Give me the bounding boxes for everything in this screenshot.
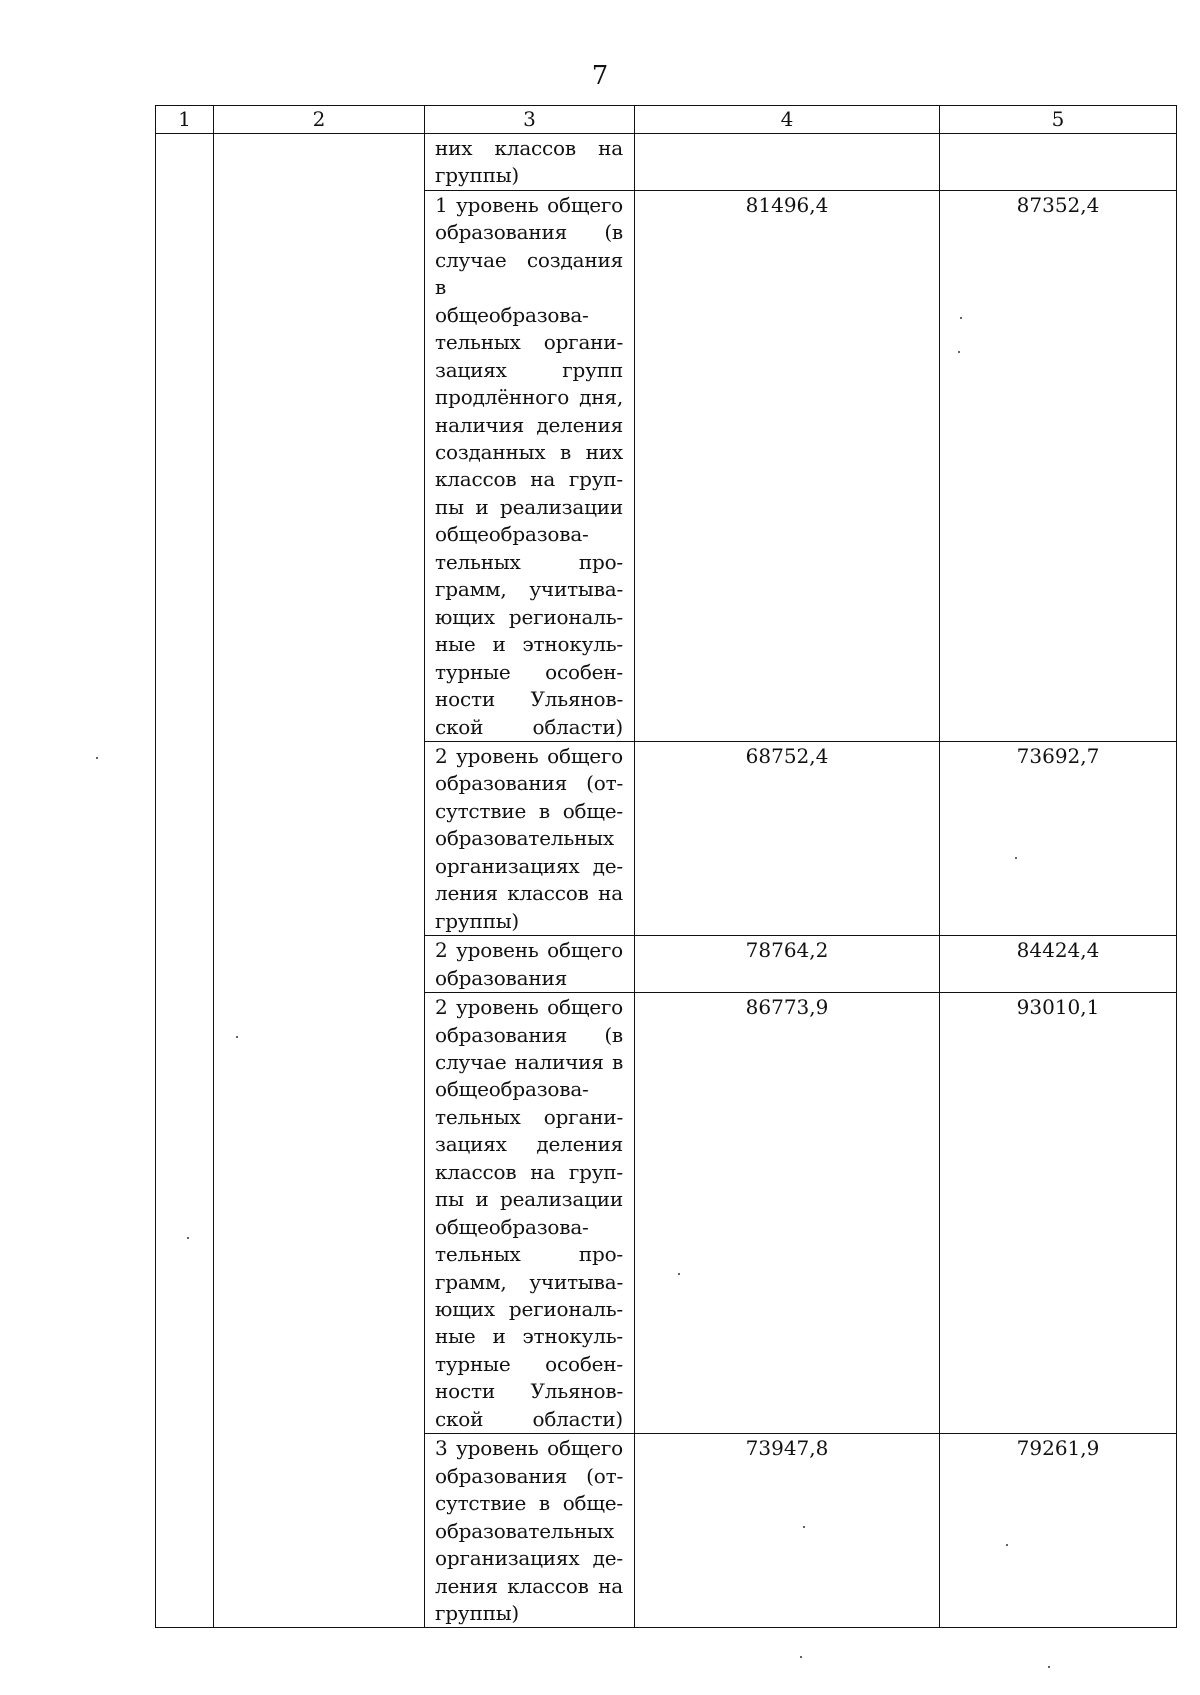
cell-value-col4 <box>635 134 940 191</box>
description-line: организациях де- <box>435 853 623 878</box>
description-line: сутствие в обще- <box>435 798 623 823</box>
table-header-row <box>156 106 1177 134</box>
description-line: общеобразова- <box>435 1077 589 1102</box>
description-line: общеобразова- <box>435 302 589 327</box>
description-line: турные особен- <box>435 659 623 684</box>
description-line: грамм, учитыва- <box>435 577 623 602</box>
cell-value-col4: 73947,8 <box>635 1434 940 1628</box>
description-line: случае наличия в <box>435 1049 623 1074</box>
description-line: образовательных <box>435 826 614 851</box>
description-line: организациях де- <box>435 1546 623 1571</box>
description-line: группы) <box>435 1601 520 1626</box>
scan-speck <box>1048 1666 1050 1668</box>
cell-value-col5: 79261,9 <box>940 1434 1177 1628</box>
description-line: образования (от- <box>435 1463 623 1488</box>
cell-value-col5: 73692,7 <box>940 741 1177 935</box>
cell-col2 <box>214 134 425 1628</box>
scan-speck <box>960 317 962 319</box>
description-line: классов на груп- <box>435 467 623 492</box>
cell-value-col5: 84424,4 <box>940 936 1177 993</box>
cell-value-col4: 81496,4 <box>635 190 940 741</box>
description-line: классов на груп- <box>435 1159 623 1184</box>
description-line: ные и этнокуль- <box>435 632 623 657</box>
description-line: тельных органи- <box>435 1104 623 1129</box>
cell-value-col5: 93010,1 <box>940 993 1177 1434</box>
description-line: тельных про- <box>435 1242 623 1267</box>
data-table <box>155 105 1177 1628</box>
cell-description <box>425 190 635 741</box>
cell-value-col5 <box>940 134 1177 191</box>
scan-speck <box>803 1526 805 1528</box>
description-line: ности Ульянов- <box>435 687 623 712</box>
description-line: ющих региональ- <box>435 604 623 629</box>
column-header-3: 3 <box>425 106 635 134</box>
scan-speck <box>187 1237 189 1239</box>
column-header-2: 2 <box>214 106 425 134</box>
cell-value-col5: 87352,4 <box>940 190 1177 741</box>
description-line: 2 уровень общего <box>435 995 623 1020</box>
cell-description <box>425 936 635 993</box>
description-line: турные особен- <box>435 1351 623 1376</box>
description-line: зациях групп <box>435 357 623 382</box>
description-line: продлённого дня, <box>435 385 623 410</box>
description-line: созданных в них <box>435 439 623 464</box>
description-line: них классов на <box>435 136 623 160</box>
description-line: тельных про- <box>435 549 623 574</box>
page-number: 7 <box>591 61 609 91</box>
column-header-1: 1 <box>156 106 214 134</box>
description-line: ности Ульянов- <box>435 1379 623 1404</box>
scan-speck <box>800 1656 802 1658</box>
description-line: образования (от- <box>435 771 623 796</box>
scan-speck <box>678 1273 680 1275</box>
scan-speck <box>1015 857 1017 859</box>
description-line: ющих региональ- <box>435 1297 623 1322</box>
cell-value-col4: 78764,2 <box>635 936 940 993</box>
description-line: ской области) <box>435 1406 623 1431</box>
description-line: общеобразова- <box>435 522 589 547</box>
description-line: случае создания в <box>435 247 623 300</box>
cell-value-col4: 86773,9 <box>635 993 940 1434</box>
column-header-5: 5 <box>940 106 1177 134</box>
description-line: пы и реализации <box>435 1187 623 1212</box>
description-line: 2 уровень общего <box>435 938 623 963</box>
description-line: зациях деления <box>435 1132 623 1157</box>
description-line: общеобразова- <box>435 1214 589 1239</box>
description-line: тельных органи- <box>435 330 623 355</box>
cell-description <box>425 1434 635 1628</box>
description-line: образования (в <box>435 1022 623 1047</box>
description-line: сутствие в обще- <box>435 1491 623 1516</box>
description-line: образовательных <box>435 1518 614 1543</box>
description-line: 2 уровень общего <box>435 743 623 768</box>
description-line: наличия деления <box>435 412 623 437</box>
description-line: образования (в <box>435 220 623 245</box>
scan-speck <box>236 1036 238 1038</box>
cell-description <box>425 993 635 1434</box>
description-line: пы и реализации <box>435 494 623 519</box>
description-line: грамм, учитыва- <box>435 1269 623 1294</box>
description-line: группы) <box>435 163 520 188</box>
cell-col1 <box>156 134 214 1628</box>
column-header-4: 4 <box>635 106 940 134</box>
description-line: 3 уровень общего <box>435 1436 623 1461</box>
scan-speck <box>958 351 960 353</box>
description-line: группы) <box>435 908 520 933</box>
cell-value-col4: 68752,4 <box>635 741 940 935</box>
description-line: ления классов на <box>435 1573 623 1598</box>
cell-description <box>425 134 635 191</box>
description-line: 1 уровень общего <box>435 192 623 217</box>
scan-speck <box>96 757 98 759</box>
description-line: ные и этнокуль- <box>435 1324 623 1349</box>
description-line: образования <box>435 965 568 990</box>
cell-description <box>425 741 635 935</box>
description-line: ской области) <box>435 714 623 739</box>
description-line: ления классов на <box>435 881 623 906</box>
scan-speck <box>1006 1544 1008 1546</box>
table-row <box>156 134 1177 191</box>
